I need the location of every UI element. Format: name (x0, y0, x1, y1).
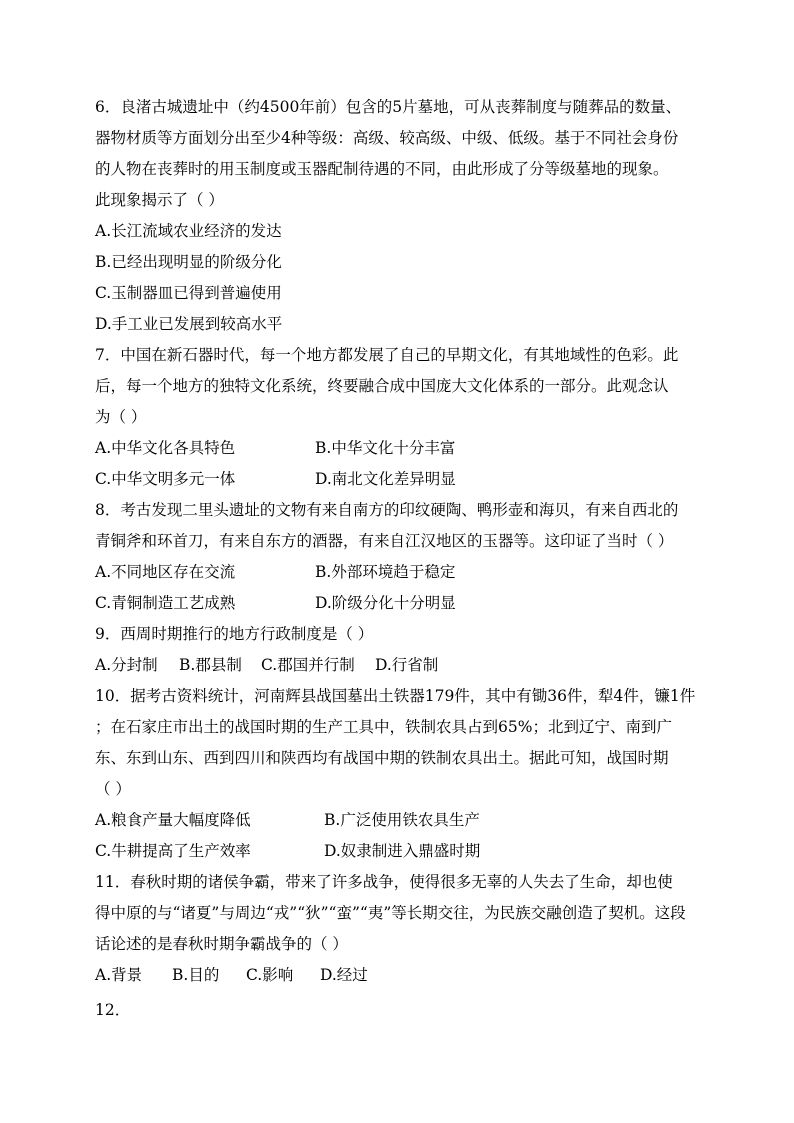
question-9-option-d: D.行省制 (375, 656, 439, 674)
question-6-line-2: 器物材质等方面划分出至少4种等级：高级、较高级、中级、低级。基于不同社会身份 (95, 129, 679, 147)
question-7-option-d: D.南北文化差异明显 (315, 470, 456, 488)
question-8-options-row-1 (95, 557, 715, 588)
question-6-option-a: A.长江流域农业经济的发达 (95, 222, 282, 240)
question-8-options-row-2 (95, 588, 715, 619)
question-11-option-c: C.影响 (246, 966, 294, 984)
question-10-option-c: C.牛耕提高了生产效率 (95, 842, 251, 860)
question-11-option-a: A.背景 (95, 966, 143, 984)
question-10-options-row-2 (95, 836, 715, 867)
question-7-options-row-2 (95, 464, 715, 495)
question-6-option-d: D.手工业已发展到较高水平 (95, 315, 283, 333)
question-6-line-4: 此现象揭示了（ ） (95, 191, 224, 209)
question-6-line-3: 的人物在丧葬时的用玉制度或玉器配制待遇的不同，由此形成了分等级墓地的现象。 (95, 160, 669, 178)
question-10-options-row-1 (95, 805, 715, 836)
question-10-option-d: D.奴隶制进入鼎盛时期 (324, 842, 481, 860)
question-12-line-1: 12． (95, 1001, 131, 1019)
question-11-option-b: B.目的 (172, 966, 220, 984)
question-10-option-a: A.粮食产量大幅度降低 (95, 811, 251, 829)
question-10-line-4: （ ） (95, 780, 131, 798)
question-6-option-b: B.已经出现明显的阶级分化 (95, 253, 282, 271)
question-7-line-3: 为（ ） (95, 408, 147, 426)
question-8-option-a: A.不同地区存在交流 (95, 563, 236, 581)
question-10-line-2: ；在石家庄市出土的战国时期的生产工具中，铁制农具占到65%；北到辽宁、南到广 (95, 718, 672, 736)
question-8-option-d: D.阶级分化十分明显 (315, 594, 456, 612)
question-11-line-2: 得中原的与“诸夏”与周边“戎”“狄”“蛮”“夷”等长期交往，为民族交融创造了契机。这段 (95, 904, 686, 922)
question-7-line-2: 后，每一个地方的独特文化系统，终要融合成中国庞大文化体系的一部分。此观念认 (95, 377, 669, 395)
question-8-line-2: 青铜斧和环首刀，有来自东方的酒器，有来自江汉地区的玉器等。这印证了当时（ ） (95, 532, 674, 550)
question-6-option-c: C.玉制器皿已得到普遍使用 (95, 284, 282, 302)
question-11-line-1: 11．春秋时期的诸侯争霸，带来了许多战争，使得很多无辜的人失去了生命，却也使 (95, 873, 673, 891)
question-11-options-row (95, 960, 715, 991)
question-9-option-b: B.郡县制 (179, 656, 242, 674)
question-7-line-1: 7．中国在新石器时代，每一个地方都发展了自己的早期文化，有其地域性的色彩。此 (95, 346, 679, 364)
question-8-option-b: B.外部环境趋于稳定 (315, 563, 456, 581)
question-8-line-1: 8．考古发现二里头遗址的文物有来自南方的印纹硬陶、鸭形壶和海贝，有来自西北的 (95, 501, 679, 519)
question-10-line-1: 10．据考古资料统计，河南辉县战国墓出土铁器179件，其中有锄36件，犁4件，镰1件 (95, 687, 696, 705)
question-8-option-c: C.青铜制造工艺成熟 (95, 594, 236, 612)
question-7-option-c: C.中华文明多元一体 (95, 470, 236, 488)
question-10-option-b: B.广泛使用铁农具生产 (324, 811, 480, 829)
question-7-option-b: B.中华文化十分丰富 (315, 439, 456, 457)
question-9-options-row (95, 650, 715, 681)
question-6-line-1: 6．良渚古城遗址中（约4500年前）包含的5片墓地，可从丧葬制度与随葬品的数量、 (95, 98, 682, 116)
question-11-option-d: D.经过 (320, 966, 368, 984)
question-7-option-a: A.中华文化各具特色 (95, 439, 236, 457)
question-9-option-a: A.分封制 (95, 656, 158, 674)
question-9-option-c: C.郡国并行制 (261, 656, 355, 674)
question-7-options-row-1 (95, 433, 715, 464)
question-9-line-1: 9．西周时期推行的地方行政制度是（ ） (95, 625, 374, 643)
question-10-line-3: 东、东到山东、西到四川和陕西均有战国中期的铁制农具出土。据此可知，战国时期 (95, 749, 669, 767)
question-11-line-3: 话论述的是春秋时期争霸战争的（ ） (95, 935, 348, 953)
